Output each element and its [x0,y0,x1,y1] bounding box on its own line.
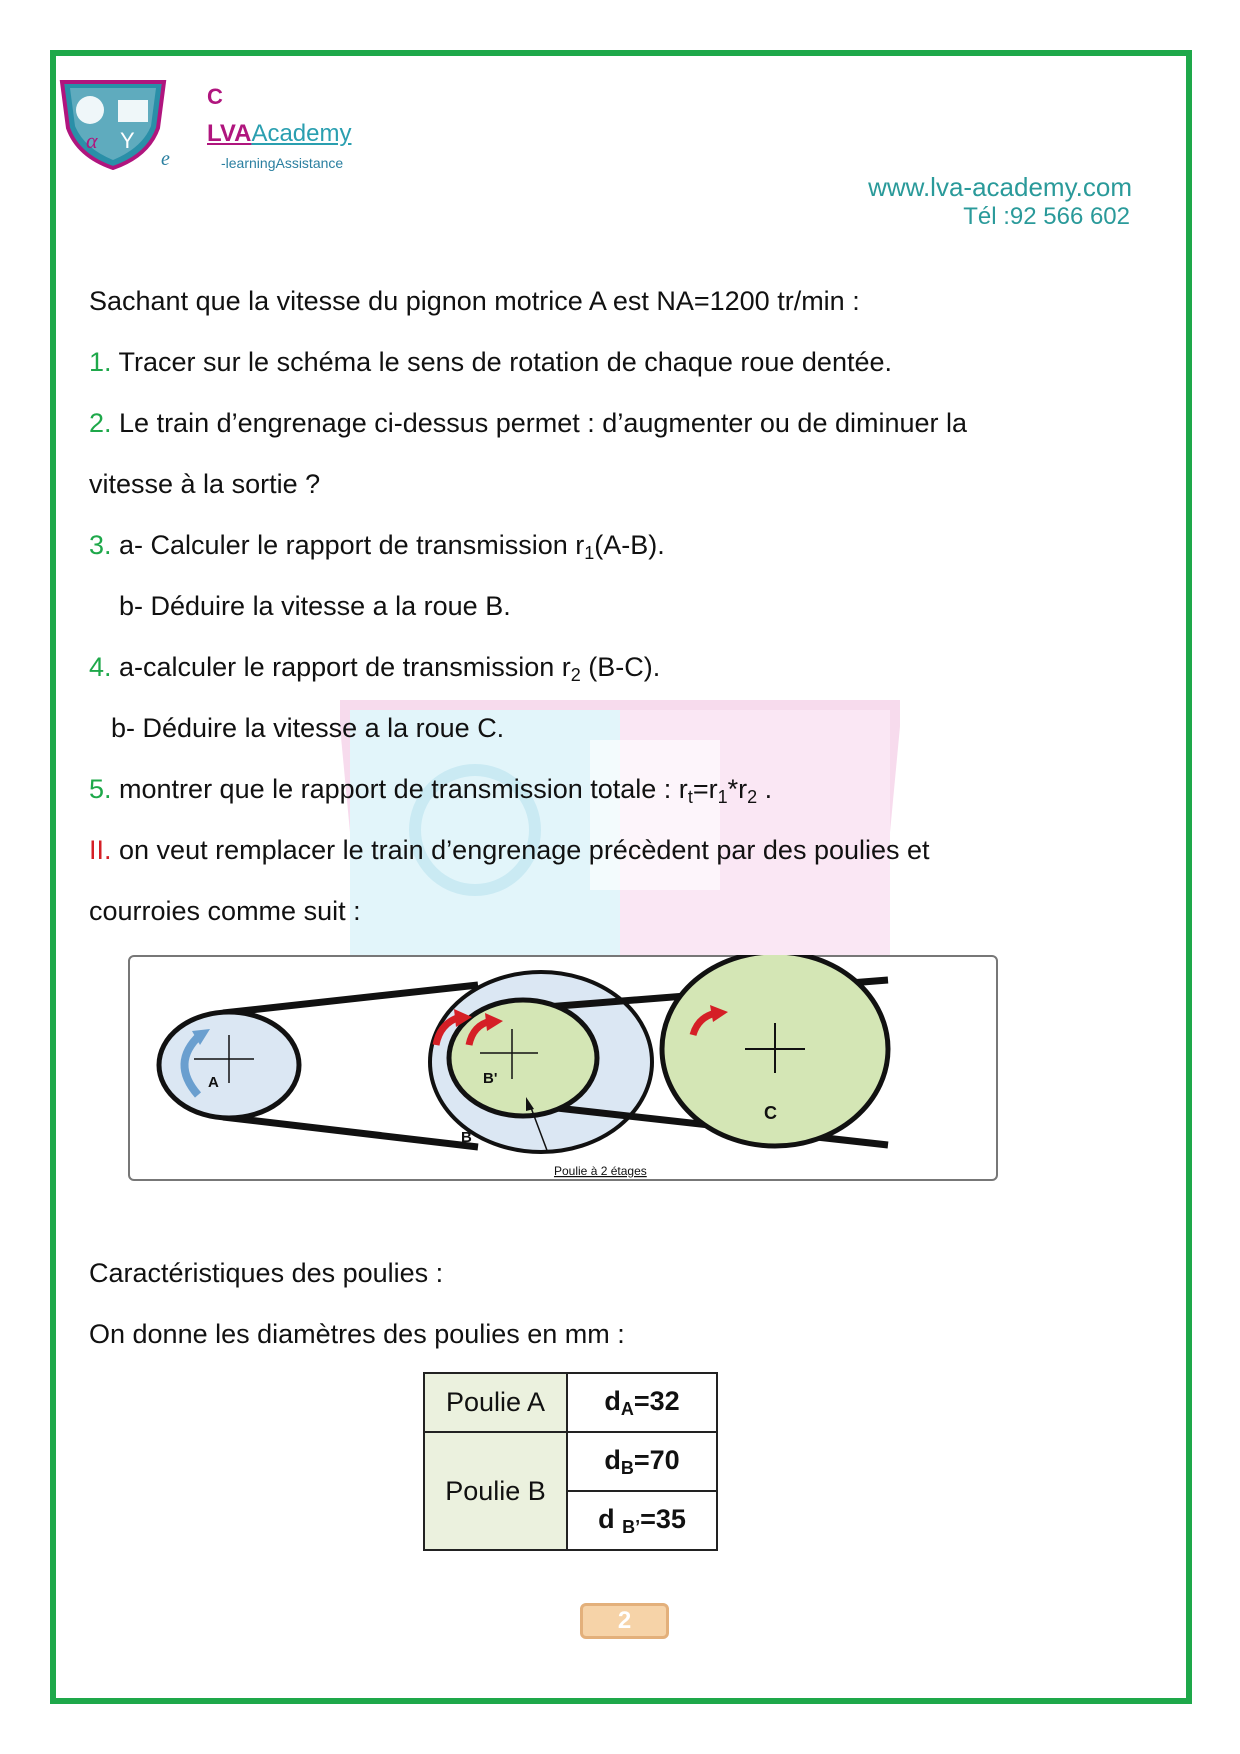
diameter-b-value: =70 [633,1444,680,1475]
question-1-number: 1. [89,347,112,377]
diameter-a-cell [567,1373,717,1432]
part-2-continued: courroies comme suit : [89,896,361,926]
question-5-sub-t: t [687,787,693,807]
brand-subtitle: -learningAssistance [221,155,344,171]
question-4b: b- Déduire la vitesse a la roue C. [111,713,505,743]
diameter-a-symbol: d [604,1385,621,1416]
diameter-b-prime-subscript: B’ [622,1516,641,1537]
svg-text:α: α [86,128,98,153]
table-row [424,1373,717,1432]
question-5-sub-1: 1 [717,787,728,807]
question-5 [89,776,772,806]
question-5-mid1: =r [692,774,718,804]
belt-a-b-bottom [223,1117,478,1147]
question-3a-subscript: 1 [584,543,595,563]
page-number: 2 [580,1603,669,1639]
question-4a [89,654,660,684]
pulley-c-label: C [764,1103,777,1123]
diameter-b-subscript: B [620,1457,634,1478]
brand-e: e [161,148,170,170]
belt-a-b-top [223,985,478,1013]
question-4-number: 4. [89,652,112,682]
question-1 [89,349,892,376]
question-3b: b- Déduire la vitesse a la roue B. [119,591,511,621]
question-2-number: 2. [89,408,112,438]
pulley-diameters-table [423,1372,718,1551]
intro-text: Sachant que la vitesse du pignon motrice A est NA=1200 tr/min : [89,286,860,316]
diameter-b-cell [567,1432,717,1491]
brand-name [207,120,351,148]
pulley-a-label: A [208,1074,219,1091]
diameter-a-value: =32 [633,1385,680,1416]
question-2 [89,410,967,437]
svg-text:Y: Y [120,128,135,153]
part-2-number: II. [89,835,112,865]
question-4a-subscript: 2 [570,665,581,685]
table-row [424,1432,717,1491]
question-2-continued: vitesse à la sortie ? [89,469,321,499]
phone-number: Tél :92 566 602 [963,203,1130,230]
question-5-number: 5. [89,774,112,804]
brand-letter-c: C [207,84,223,109]
part-2-text: on veut remplacer le train d’engrenage précèdent par des poulies et [111,835,930,865]
question-4a-text: a-calculer le rapport de transmission r [111,652,571,682]
pulley-b-prime-label: B' [483,1070,498,1087]
diameter-b-prime-value: =35 [640,1503,686,1534]
diameter-b-symbol: d [604,1444,621,1475]
diameter-b-prime-symbol: d [598,1503,623,1534]
question-3-number: 3. [89,530,112,560]
question-4a-suffix: (B-C). [580,652,661,682]
brand-lva: LVA [207,120,252,147]
question-3a-text: a- Calculer le rapport de transmission r [111,530,585,560]
pulley-diagram [128,955,998,1181]
pulley-b-label: B [461,1129,472,1146]
question-5-mid2: *r [727,774,748,804]
brand-academy: Academy [251,120,352,147]
diameter-a-subscript: A [620,1398,634,1419]
diameters-intro: On donne les diamètres des poulies en mm : [89,1319,625,1349]
diagram-caption: Poulie à 2 étages [554,1164,647,1178]
question-5-sub-2: 2 [747,787,758,807]
part-2-intro [89,837,930,864]
question-5-suffix: . [757,774,773,804]
question-5-text: montrer que le rapport de transmission totale : r [111,774,688,804]
poulie-b-cell: Poulie B [424,1432,567,1550]
lva-academy-logo [58,78,168,170]
characteristics-title: Caractéristiques des poulies : [89,1258,444,1288]
website-link[interactable]: www.lva-academy.com [868,172,1132,202]
question-3a-suffix: (A-B). [594,530,665,560]
poulie-a-cell: Poulie A [424,1373,567,1432]
question-2-text: Le train d’engrenage ci-dessus permet : d’augmenter ou de diminuer la [111,408,968,438]
question-1-text: Tracer sur le schéma le sens de rotation de chaque roue dentée. [111,347,892,377]
diameter-b-prime-cell [567,1491,717,1550]
question-3a [89,532,665,562]
